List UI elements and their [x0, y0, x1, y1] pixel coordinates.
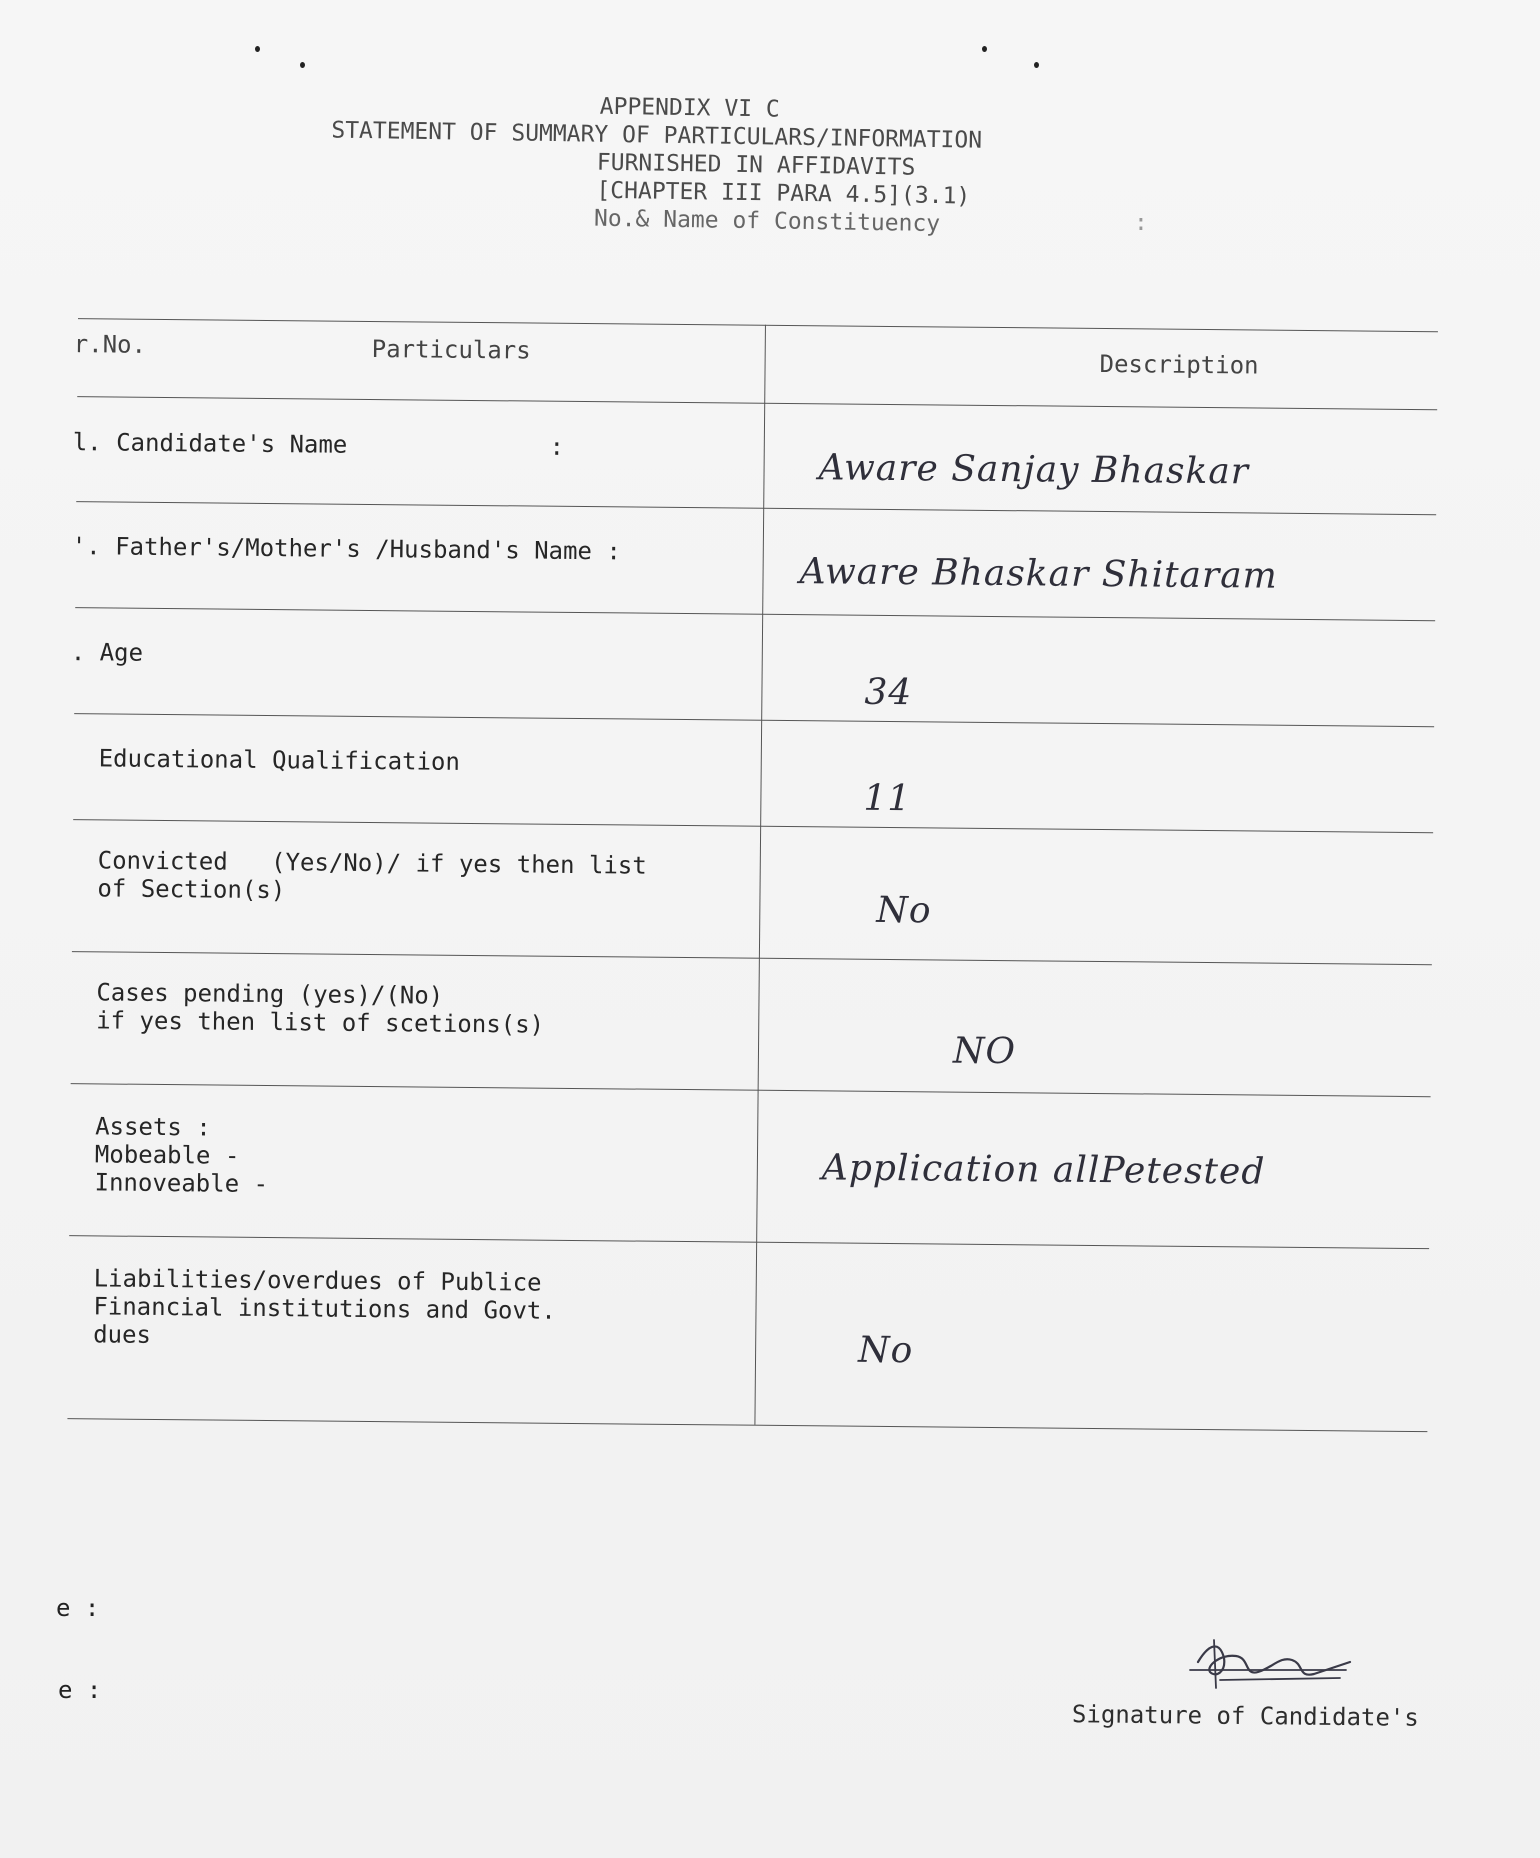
- appendix-title: APPENDIX VI C: [599, 93, 780, 123]
- row-value-assets: Application allPetested: [821, 1147, 1266, 1193]
- particulars-column-header: Particulars: [371, 334, 531, 365]
- column-divider: [754, 325, 766, 1425]
- particulars-table: [48, 318, 1449, 1531]
- row-label-convicted: Convicted (Yes/No)/ if yes then list of Section(s): [68, 846, 647, 905]
- table-rule: [71, 1083, 1431, 1097]
- table-rule: [67, 1418, 1427, 1432]
- row-label-education: Educational Qualification: [69, 744, 461, 776]
- description-column-header: Description: [1099, 349, 1259, 380]
- staple-dot: [255, 46, 260, 52]
- row-value-cases-pending: NO: [952, 1030, 1017, 1073]
- staple-dot: [982, 46, 987, 52]
- staple-dot: [1034, 62, 1039, 68]
- row-label-age: . Age: [70, 638, 144, 667]
- row-value-education: 11: [863, 777, 912, 820]
- candidate-signature: [1180, 1632, 1360, 1692]
- row-value-candidate-name: Aware Sanjay Bhaskar: [818, 447, 1250, 493]
- constituency-label: No.& Name of Constituency: [593, 205, 941, 238]
- row-label-parent-name: '. Father's/Mother's /Husband's Name :: [71, 532, 621, 566]
- table-rule: [72, 951, 1432, 965]
- row-value-convicted: No: [876, 889, 932, 932]
- table-rule: [73, 819, 1433, 833]
- row-label-assets: Assets : Mobeable - Innoveable -: [65, 1112, 269, 1199]
- row-label-liabilities: Liabilities/overdues of Publice Financial institutions and Govt. dues: [64, 1264, 556, 1349]
- row-label-candidate-name: l. Candidate's Name :: [72, 428, 565, 461]
- signature-label: Signature of Candidate's: [1071, 1700, 1419, 1732]
- place-field-mark: e :: [56, 1594, 100, 1622]
- statement-title: STATEMENT OF SUMMARY OF PARTICULARS/INFORMATION: [331, 117, 983, 154]
- row-value-parent-name: Aware Bhaskar Shitaram: [799, 551, 1279, 597]
- table-rule: [78, 318, 1438, 332]
- date-field-mark: e :: [58, 1676, 102, 1704]
- document-header: [298, 88, 1160, 241]
- row-value-liabilities: No: [857, 1329, 914, 1372]
- row-label-cases-pending: Cases pending (yes)/(No) if yes then list of scetions(s): [67, 978, 545, 1039]
- table-rule: [76, 501, 1436, 515]
- staple-dot: [300, 62, 305, 68]
- table-rule: [77, 396, 1437, 410]
- row-value-age: 34: [864, 671, 913, 714]
- constituency-colon: :: [1134, 210, 1148, 236]
- table-rule: [74, 713, 1434, 727]
- affidavit-subtitle: FURNISHED IN AFFIDAVITS: [596, 149, 916, 181]
- table-rule: [69, 1235, 1429, 1249]
- srno-column-header: r.No.: [73, 330, 147, 359]
- table-rule: [75, 607, 1435, 621]
- chapter-reference: [CHAPTER III PARA 4.5](3.1): [596, 177, 971, 210]
